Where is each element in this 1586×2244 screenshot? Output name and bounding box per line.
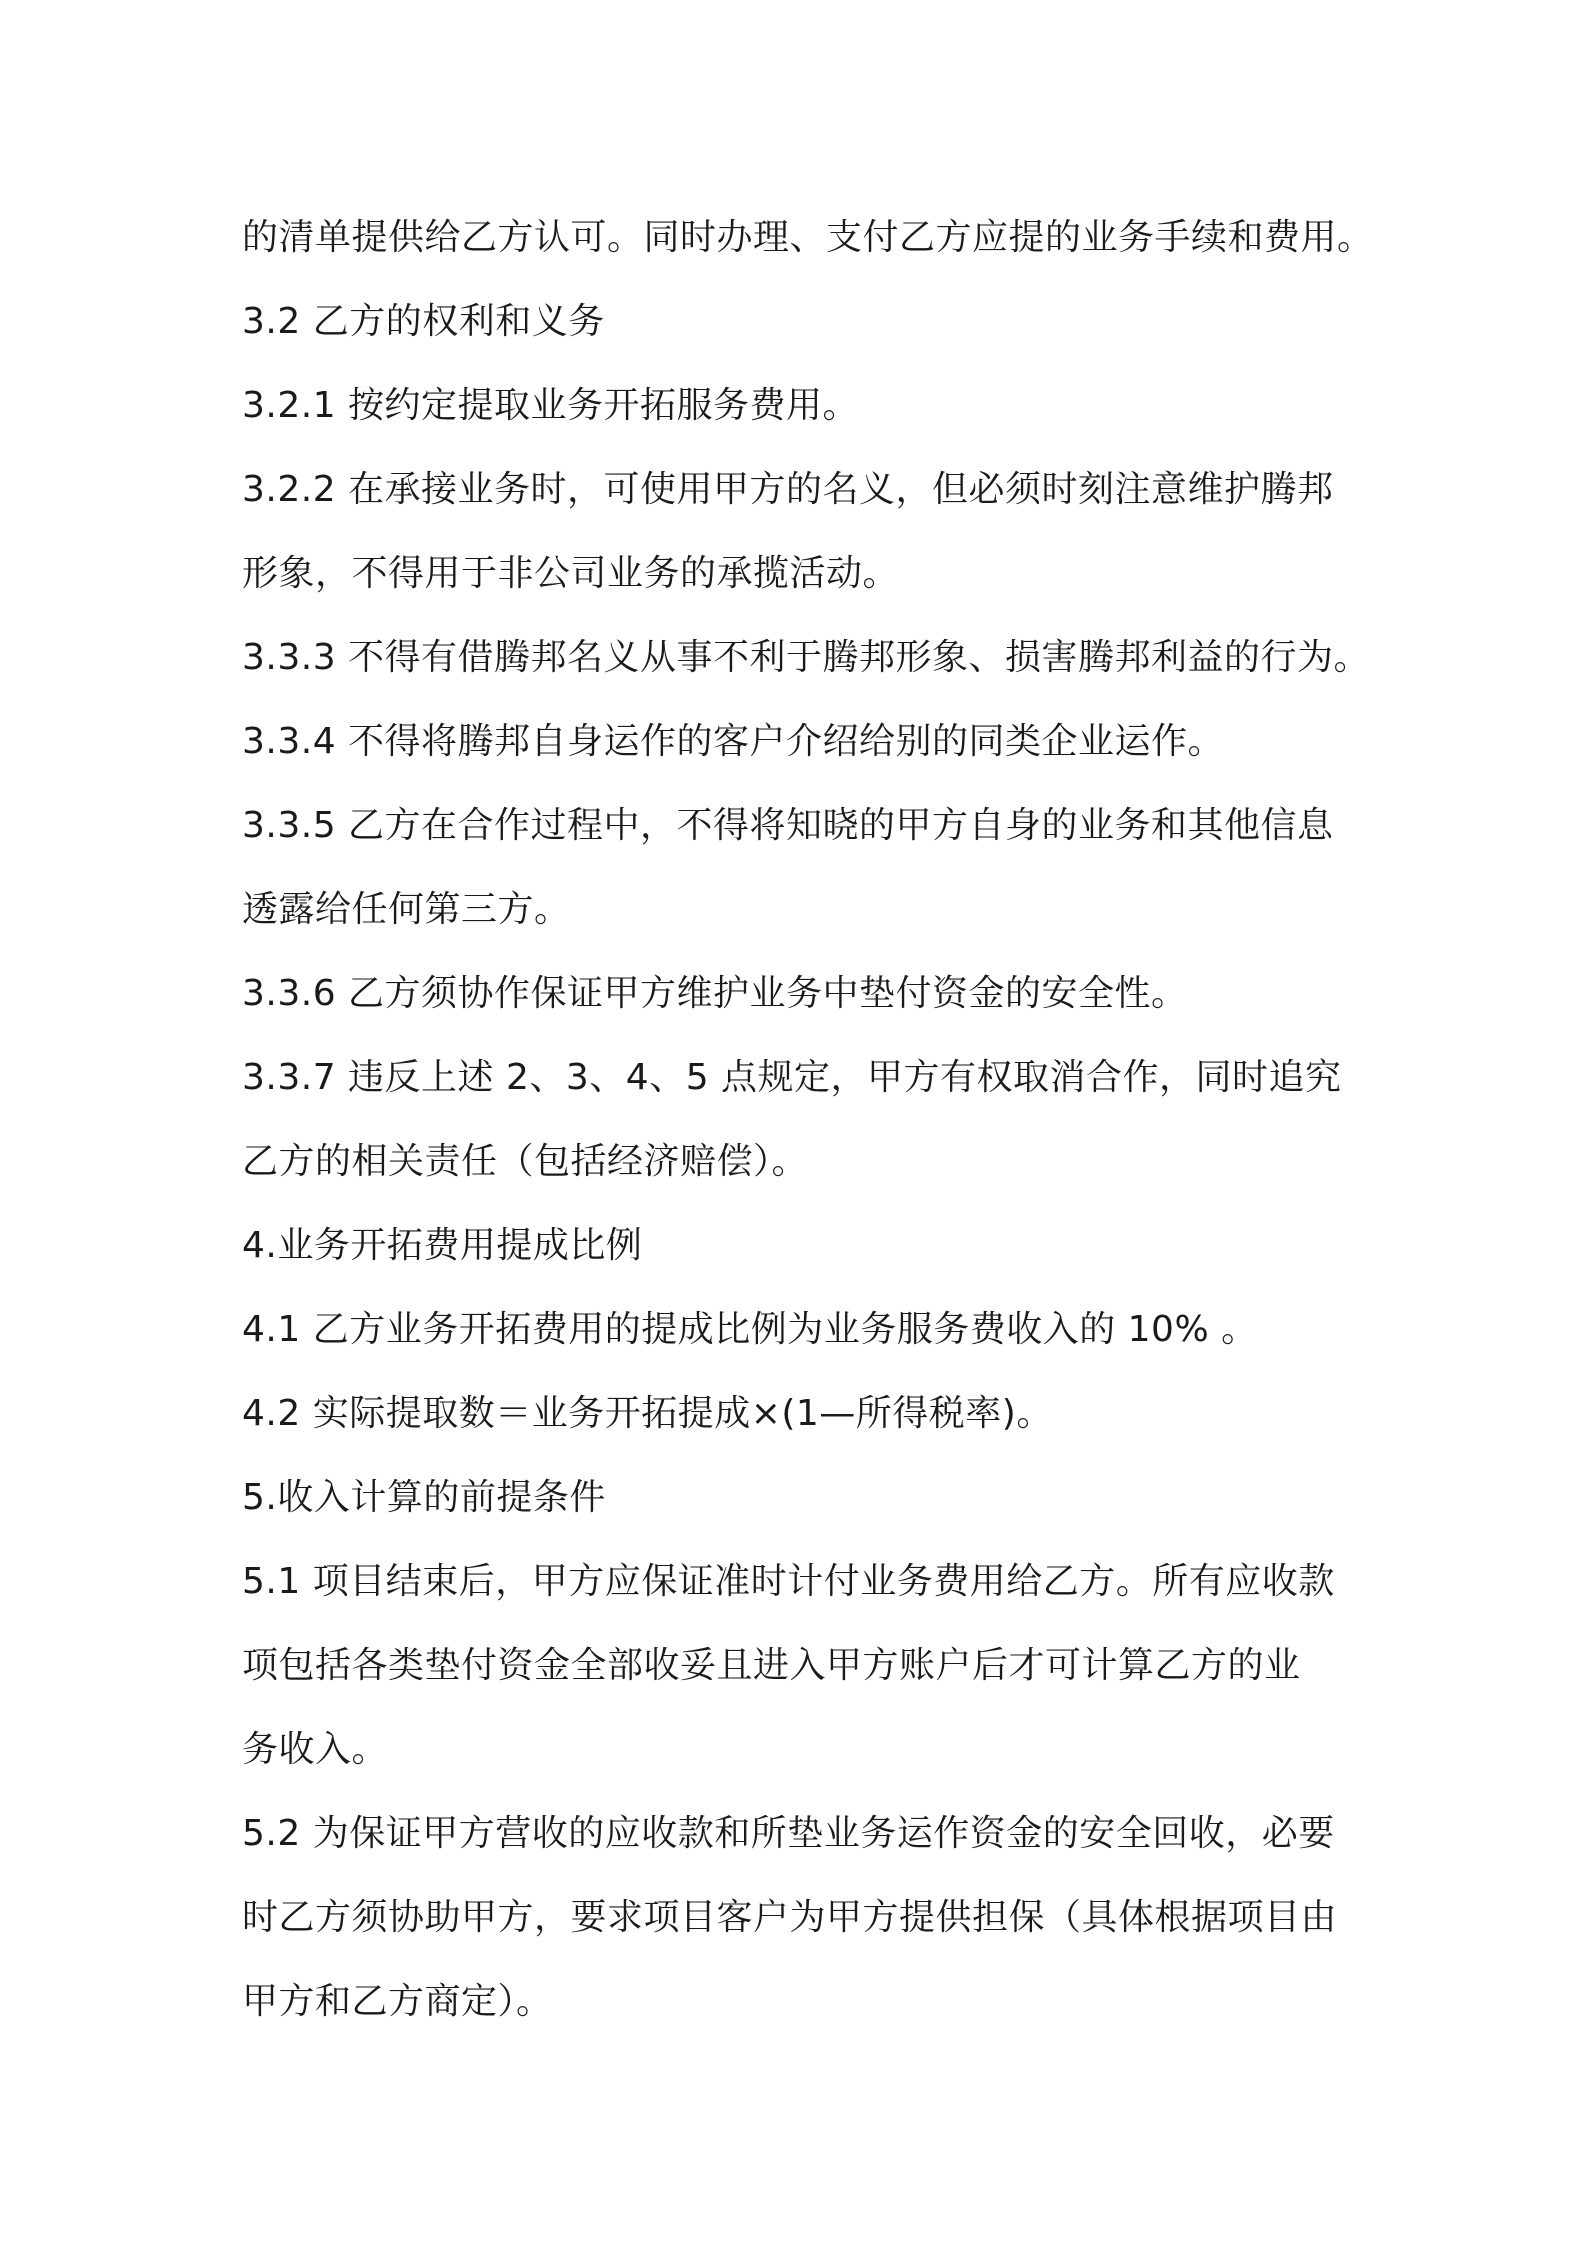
text-line: 5.2 为保证甲方营收的应收款和所垫业务运作资金的安全回收，必要 (242, 1813, 1335, 1854)
text-line: 透露给任何第三方。 (242, 889, 571, 930)
text-line: 3.2.1 按约定提取业务开拓服务费用。 (242, 385, 860, 426)
text-line: 的清单提供给乙方认可。同时办理、支付乙方应提的业务手续和费用。 (242, 217, 1374, 258)
text-line: 甲方和乙方商定）。 (242, 1981, 553, 2022)
document-body (242, 196, 1372, 2044)
text-line: 3.3.3 不得有借腾邦名义从事不利于腾邦形象、损害腾邦利益的行为。 (242, 637, 1371, 678)
text-line: 项包括各类垫付资金全部收妥且进入甲方账户后才可计算乙方的业 (242, 1645, 1301, 1686)
text-line: 3.2.2 在承接业务时，可使用甲方的名义，但必须时刻注意维护腾邦 (242, 469, 1334, 510)
text-line: 乙方的相关责任（包括经济赔偿）。 (242, 1141, 809, 1182)
text-line: 3.3.7 违反上述 2、3、4、5 点规定，甲方有权取消合作，同时追究 (242, 1057, 1342, 1098)
text-line: 5.1 项目结束后，甲方应保证准时计付业务费用给乙方。所有应收款 (242, 1561, 1335, 1602)
text-line: 形象，不得用于非公司业务的承揽活动。 (242, 553, 900, 594)
section-heading: 3.2 乙方的权利和义务 (242, 301, 605, 342)
text-line: 时乙方须协助甲方，要求项目客户为甲方提供担保（具体根据项目由 (242, 1897, 1338, 1938)
text-line: 务收入。 (242, 1729, 389, 1770)
text-line: 3.3.6 乙方须协作保证甲方维护业务中垫付资金的安全性。 (242, 973, 1188, 1014)
section-heading: 4.业务开拓费用提成比例 (242, 1225, 643, 1266)
text-line: 3.3.5 乙方在合作过程中，不得将知晓的甲方自身的业务和其他信息 (242, 805, 1334, 846)
text-line: 3.3.4 不得将腾邦自身运作的客户介绍给别的同类企业运作。 (242, 721, 1225, 762)
text-line: 4.2 实际提取数＝业务开拓提成×(1—所得税率)。 (242, 1393, 1053, 1434)
text-line: 4.1 乙方业务开拓费用的提成比例为业务服务费收入的 10% 。 (242, 1309, 1258, 1350)
section-heading: 5.收入计算的前提条件 (242, 1477, 606, 1518)
